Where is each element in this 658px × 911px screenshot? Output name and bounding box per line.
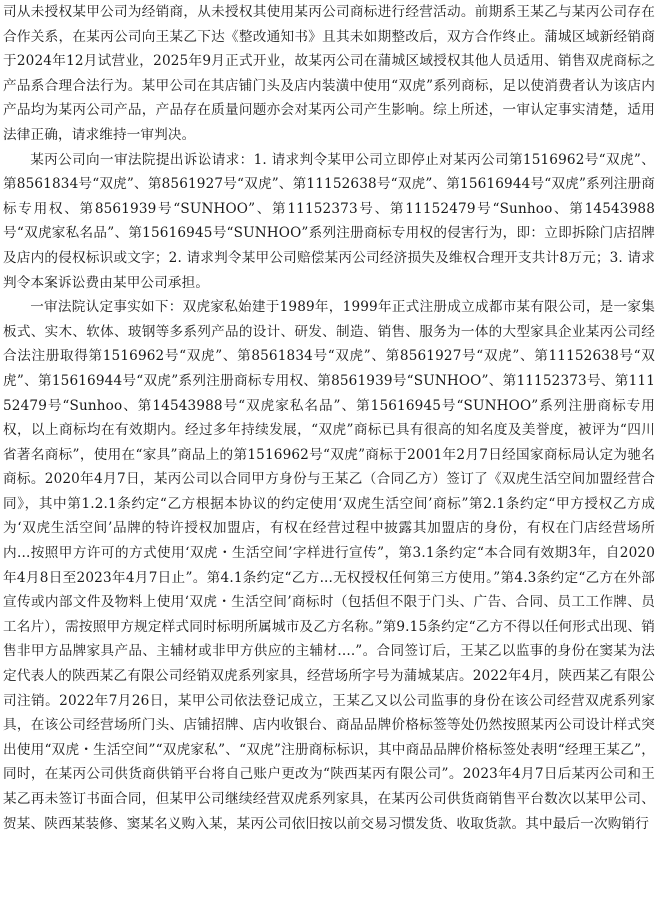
paragraph-claims: 某丙公司向一审法院提出诉讼请求：1. 请求判令某甲公司立即停止对某丙公司第1516962号“双虎”、第8561834号“双虎”、第8561927号“双虎”、第11152638号“双虎”、第15616944号“双虎”系列注册商标专用权、第8561939号“SUNHOO”、第11152373号、第11152479号“Sunhoo、第14543988号“双虎家私名品”、第15616945号“SUNHOO”系列注册商标专用权的侵害行为，即：立即拆除门店招牌及店内的侵权标识或文字；2. 请求判令某甲公司赔偿某丙公司经济损失及维权合理开支共计8万元；3. 请求判令本案诉讼费由某甲公司承担。 [3,151,655,291]
paragraph-findings: 一审法院认定事实如下：双虎家私始建于1989年，1999年正式注册成立成都市某有限公司，是一家集板式、实木、软体、玻钢等多系列产品的设计、研发、制造、销售、服务为一体的大型家具企业某丙公司经合法注册取得第1516962号“双虎”、第8561834号“双虎”、第8561927号“双虎”、第11152638号“双虎”、第15616944号“双虎”系列注册商标专用权、第8561939号“SUNHOO”、第11152373号、第11152479号“Sunhoo、第14543988号“双虎家私名品”、第15616945号“SUNHOO”系列注册商标专用权，以上商标均在有效期内。经过多年持续发展，“双虎”商标已具有很高的知名度及美誉度，被评为“四川省著名商标”，使用在“家具”商品上的第1516962号“双虎”商标于2001年2月7日经国家商标局认定为驰名商标。2020年4月7日，某丙公司以合同甲方身份与王某乙（合同乙方）签订了《双虎生活空间加盟经营合同》，其中第1.2.1条约定“乙方根据本协议的约定使用‘双虎生活空间’商标”第2.1条约定“甲方授权乙方成为‘双虎生活空间’品牌的特许授权加盟店，有权在经营过程中披露其加盟店的身份，有权在门店经营场所内...按照甲方许可的方式使用‘双虎・生活空间’字样进行宣传”，第3.1条约定“本合同有效期3年，自2020年4月8日至2023年4月7日止”。第4.1条约定“乙方...无权授权任何第三方使用。”第4.3条约定“乙方在外部宣传或内部文件及物料上使用‘双虎・生活空间’商标时（包括但不限于门头、广告、合同、员工工作牌、员工名片），需按照甲方规定样式同时标明所属城市及乙方名称。”第9.15条约定“乙方不得以任何形式出现、销售非甲方品牌家具产品、主辅材或非甲方供应的主辅材....”。合同签订后，王某乙以监事的身份在窦某为法定代表人的陕西某乙有限公司经销双虎系列家具，经营场所字号为蒲城某店。2022年4月，陕西某乙有限公司注销。2022年7月26日，某甲公司依法登记成立，王某乙又以公司监事的身份在该公司经营双虎系列家具，在该公司经营场所门头、店铺招牌、店内收银台、商品品牌价格标签等处仍然按照某丙公司设计样式突出使用“双虎・生活空间”“双虎家私”、“双虎”注册商标标识，其中商品品牌价格标签处表明“经理王某乙”，同时，在某丙公司供货商供销平台将自己账户更改为“陕西某丙有限公司”。2023年4月7日后某丙公司和王某乙再未签订书面合同，但某甲公司继续经营双虎系列家具，在某丙公司供货商销售平台数次以某甲公司、贺某、陕西某装修、窦某名义购入某，某丙公司依旧按以前交易习惯发货、收取货款。其中最后一次购销行 [3,299,655,832]
document-body [3,0,655,836]
paragraph-continuation: 司从未授权某甲公司为经销商，从未授权其使用某丙公司商标进行经营活动。前期系王某乙与某丙公司存在合作关系，在某丙公司向王某乙下达《整改通知书》且其未如期整改后，双方合作终止。蒲城区域新经销商于2024年12月试营业，2025年9月正式开业，故某丙公司在蒲城区域授权其他人员适用、销售双虎商标之产品系合理合法行为。某甲公司在其店铺门头及店内装潢中使用“双虎”系列商标，足以使消费者认为该店内产品均为某丙公司产品，产品存在质量问题亦会对某丙公司产生影响。综上所述，一审认定事实清楚，适用法律正确，请求维持一审判决。 [3,4,655,143]
